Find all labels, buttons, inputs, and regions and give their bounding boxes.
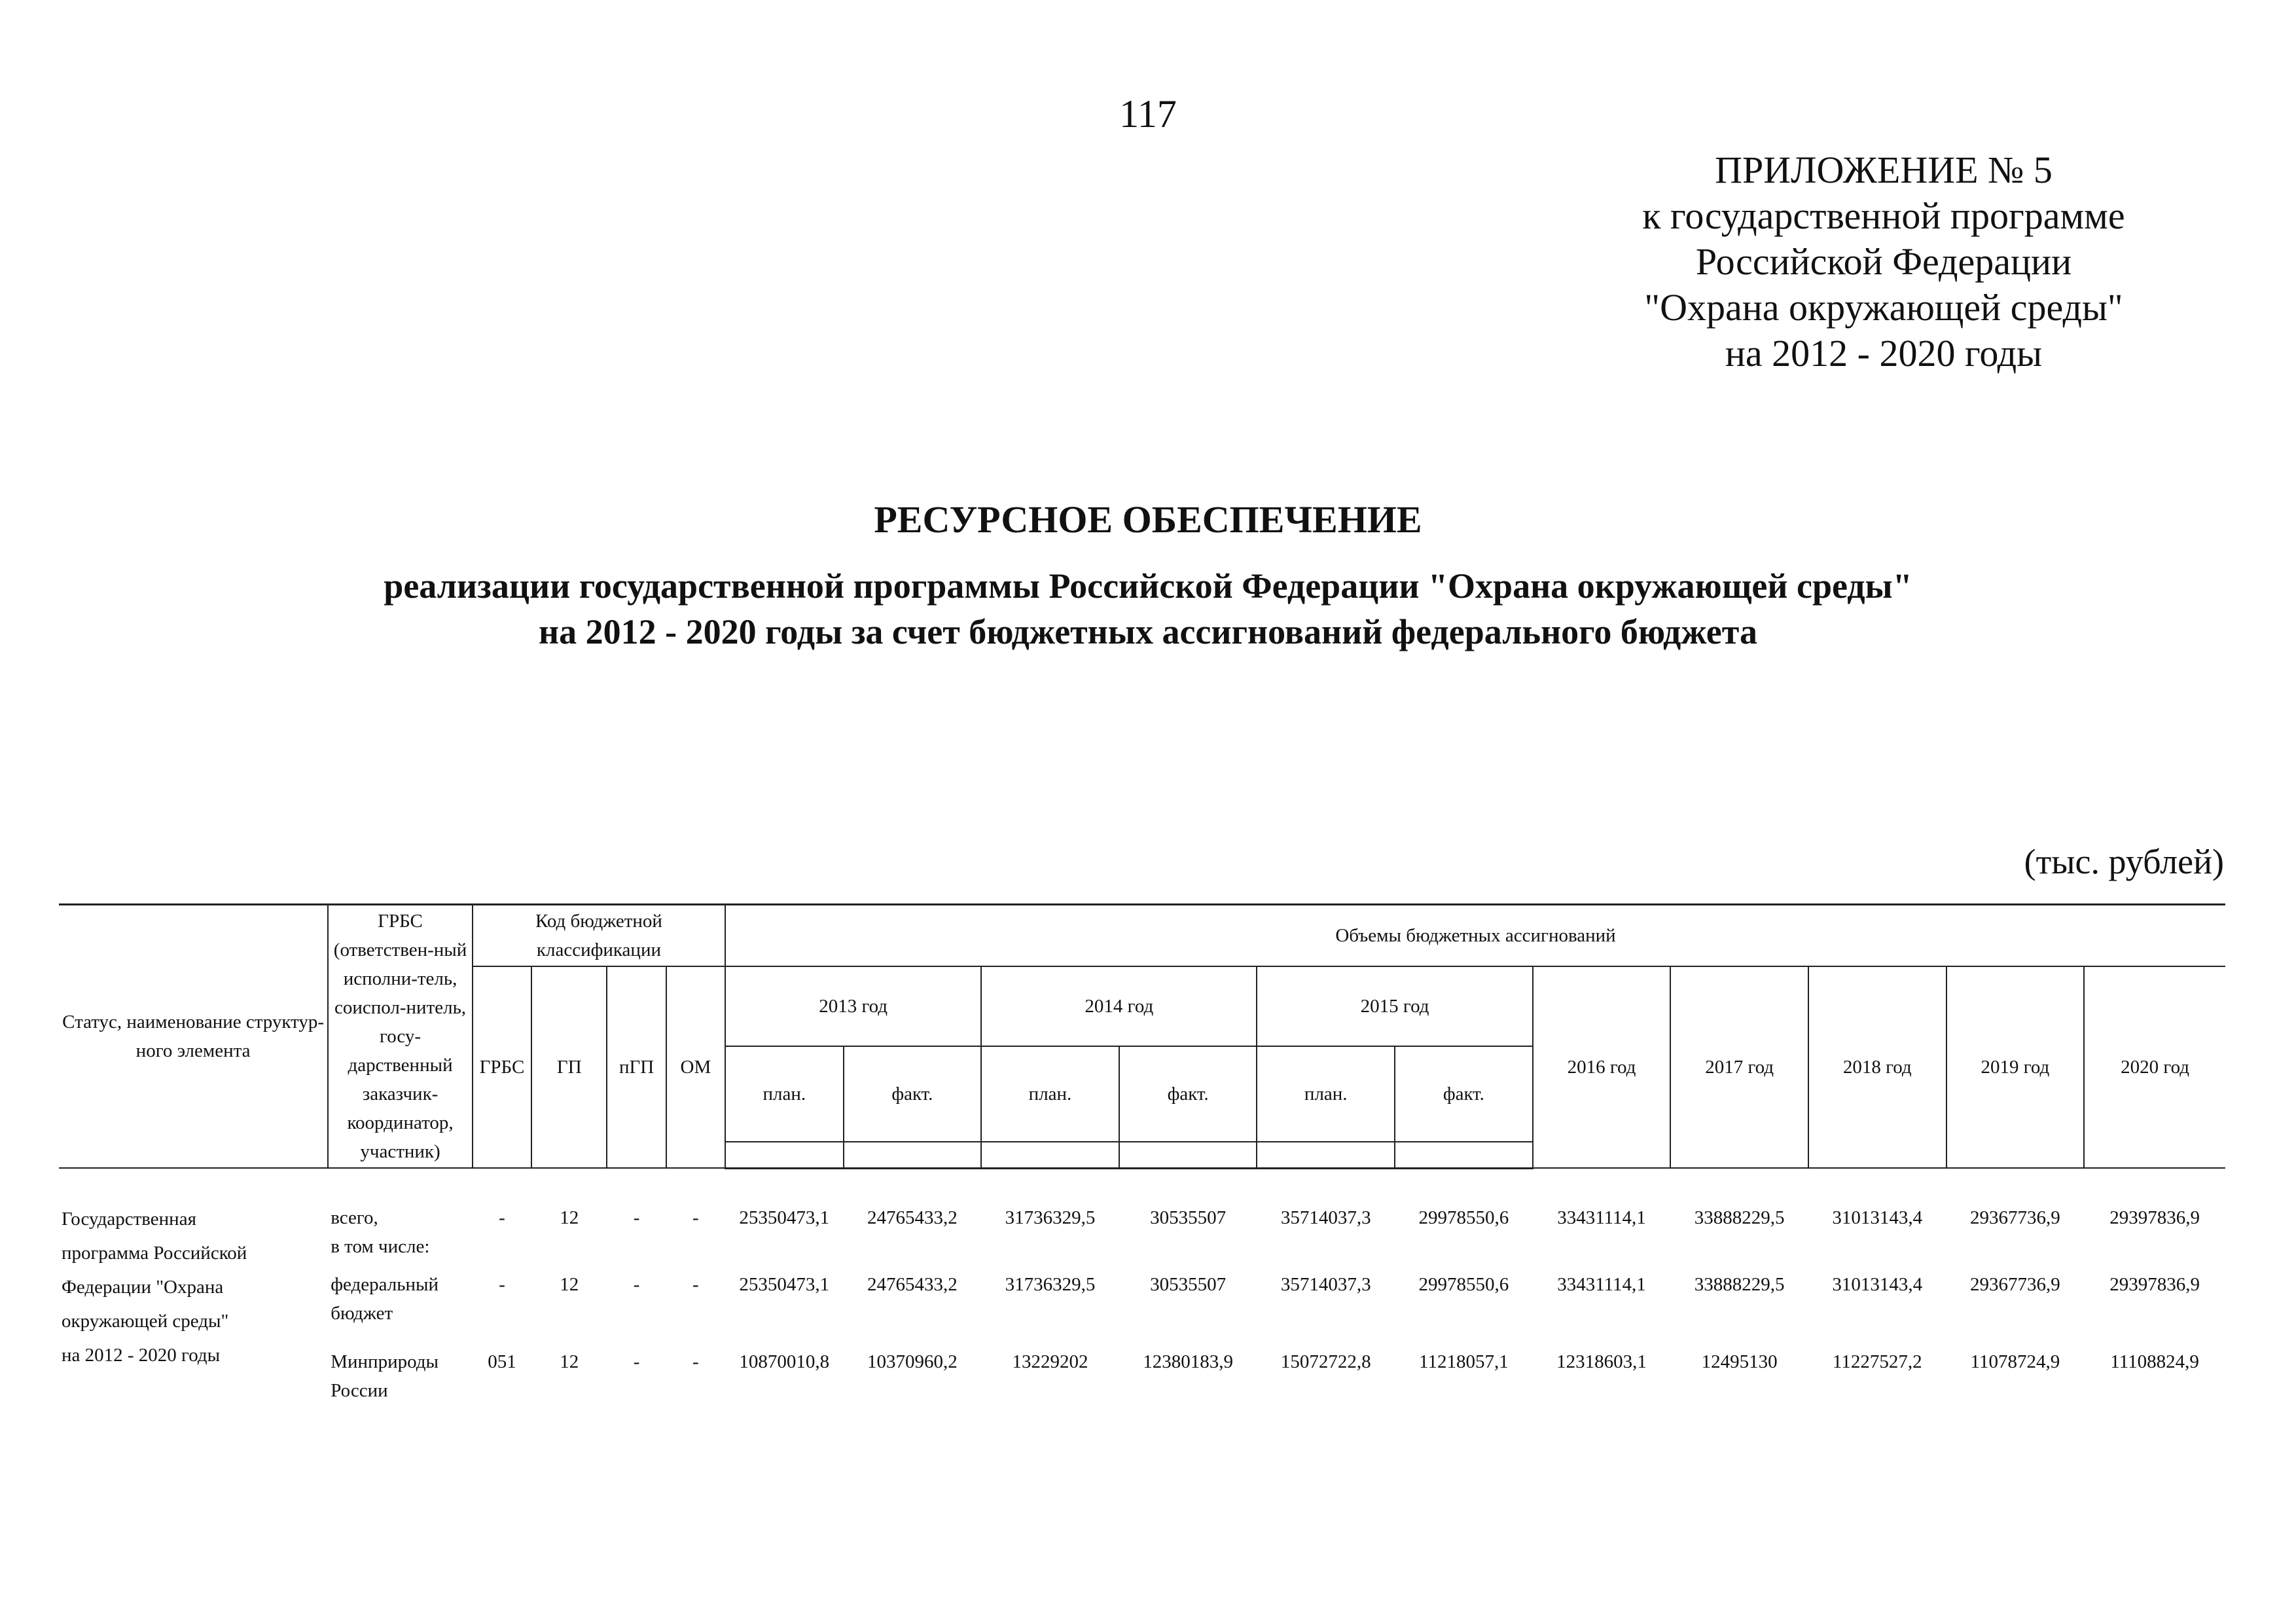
header-status: Статус, наименование структур-ного элемента — [59, 905, 328, 1169]
cell-2018: 31013143,4 — [1832, 1207, 1923, 1228]
cell-2014-fact: 30535507 — [1150, 1273, 1227, 1295]
header-year-2013: 2013 год — [725, 966, 981, 1046]
cell-gp: 12 — [560, 1273, 579, 1295]
appendix-line: к государственной программе — [1642, 194, 2125, 237]
cell-2015-fact: 29978550,6 — [1418, 1207, 1509, 1228]
header-year-2016: 2016 год — [1533, 966, 1671, 1168]
units-label: (тыс. рублей) — [2024, 842, 2224, 881]
header-gp: ГП — [531, 966, 607, 1168]
cell-2020: 29397836,9 — [2109, 1273, 2200, 1295]
cell-grbs: - — [499, 1207, 505, 1228]
document-title: РЕСУРСНОЕ ОБЕСПЕЧЕНИЕ — [874, 498, 1422, 541]
cell-2019: 29367736,9 — [1970, 1273, 2060, 1295]
row-label: Минприроды России — [331, 1351, 439, 1401]
header-plan-2015: план. — [1257, 1046, 1395, 1142]
cell-2013-fact: 24765433,2 — [867, 1207, 958, 1228]
cell-2014-fact: 30535507 — [1150, 1207, 1227, 1228]
cell-2018: 31013143,4 — [1832, 1273, 1923, 1295]
table-row — [59, 1261, 2225, 1328]
cell-2013-plan: 25350473,1 — [739, 1273, 830, 1295]
cell-2016: 33431114,1 — [1557, 1207, 1646, 1228]
table-row — [59, 1195, 2225, 1232]
cell-2015-fact: 29978550,6 — [1418, 1273, 1509, 1295]
cell-om: - — [692, 1207, 699, 1228]
cell-om: - — [692, 1273, 699, 1295]
cell-grbs: 051 — [488, 1351, 516, 1372]
cell-2013-fact: 24765433,2 — [867, 1273, 958, 1295]
row-label: в том числе: — [331, 1235, 430, 1257]
appendix-line: "Охрана окружающей среды" — [1644, 286, 2123, 329]
appendix-line: на 2012 - 2020 годы — [1725, 332, 2043, 374]
header-pgp: пГП — [607, 966, 666, 1168]
status-line: Государственная — [62, 1208, 196, 1230]
header-volumes: Объемы бюджетных ассигнований — [725, 905, 2225, 967]
header-om: ОМ — [666, 966, 725, 1168]
header-fact-2015: факт. — [1395, 1046, 1533, 1142]
status-line: на 2012 - 2020 годы — [62, 1344, 221, 1366]
header-fact-2013: факт. — [844, 1046, 982, 1142]
header-plan-2013: план. — [725, 1046, 844, 1142]
cell-pgp: - — [633, 1351, 640, 1372]
cell-2015-plan: 35714037,3 — [1280, 1207, 1371, 1228]
status-line: Федерации "Охрана — [62, 1276, 224, 1298]
status-line: окружающей среды" — [62, 1310, 229, 1332]
row-label: всего, — [331, 1207, 378, 1228]
cell-pgp: - — [633, 1273, 640, 1295]
header-year-2020: 2020 год — [2084, 966, 2225, 1168]
cell-2017: 33888229,5 — [1694, 1207, 1785, 1228]
cell-2020: 11108824,9 — [2110, 1351, 2199, 1372]
cell-2016: 33431114,1 — [1557, 1273, 1646, 1295]
table-row — [59, 1328, 2225, 1405]
cell-gp: 12 — [560, 1351, 579, 1372]
cell-2020: 29397836,9 — [2109, 1207, 2200, 1228]
page-number: 117 — [1119, 92, 1177, 136]
header-year-2017: 2017 год — [1670, 966, 1808, 1168]
table-row — [59, 1232, 2225, 1261]
cell-2015-plan: 35714037,3 — [1280, 1273, 1371, 1295]
header-year-2019: 2019 год — [1946, 966, 2085, 1168]
cell-2015-plan: 15072722,8 — [1280, 1351, 1371, 1372]
header-year-2015: 2015 год — [1257, 966, 1532, 1046]
cell-2019: 29367736,9 — [1970, 1207, 2060, 1228]
cell-om: - — [692, 1351, 699, 1372]
subtitle-line: на 2012 - 2020 годы за счет бюджетных ассигнований федерального бюджета — [539, 612, 1757, 651]
header-fact-2014: факт. — [1119, 1046, 1257, 1142]
status-line: программа Российской — [62, 1242, 247, 1264]
cell-2017: 33888229,5 — [1694, 1273, 1785, 1295]
budget-table — [59, 903, 2225, 1405]
appendix-line: Российской Федерации — [1695, 240, 2072, 283]
cell-2014-fact: 12380183,9 — [1143, 1351, 1233, 1372]
header-year-2018: 2018 год — [1808, 966, 1946, 1168]
header-year-2014: 2014 год — [981, 966, 1257, 1046]
cell-grbs: - — [499, 1273, 505, 1295]
row-label: федеральный бюджет — [331, 1273, 439, 1324]
cell-2016: 12318603,1 — [1556, 1351, 1647, 1372]
cell-gp: 12 — [560, 1207, 579, 1228]
header-grbs: ГРБС — [473, 966, 531, 1168]
cell-2018: 11227527,2 — [1832, 1351, 1922, 1372]
appendix-block — [1589, 147, 2178, 376]
document-subtitle — [0, 563, 2296, 655]
header-budget-code: Код бюджетной классификации — [473, 905, 725, 967]
cell-2019: 11078724,9 — [1970, 1351, 2060, 1372]
cell-2014-plan: 13229202 — [1012, 1351, 1088, 1372]
status-cell — [59, 1195, 328, 1405]
cell-2015-fact: 11218057,1 — [1419, 1351, 1509, 1372]
subtitle-line: реализации государственной программы Российской Федерации "Охрана окружающей среды" — [384, 566, 1912, 606]
cell-2017: 12495130 — [1701, 1351, 1778, 1372]
cell-pgp: - — [633, 1207, 640, 1228]
appendix-title: ПРИЛОЖЕНИЕ № 5 — [1715, 149, 2053, 191]
header-grbs-owner: ГРБС (ответствен-ный исполни-тель, соиспол-нитель, госу-дарственный заказчик-координатор, участник) — [328, 905, 473, 1169]
cell-2013-fact: 10370960,2 — [867, 1351, 958, 1372]
cell-2014-plan: 31736329,5 — [1005, 1273, 1096, 1295]
cell-2013-plan: 25350473,1 — [739, 1207, 830, 1228]
cell-2013-plan: 10870010,8 — [739, 1351, 830, 1372]
cell-2014-plan: 31736329,5 — [1005, 1207, 1096, 1228]
header-plan-2014: план. — [981, 1046, 1119, 1142]
